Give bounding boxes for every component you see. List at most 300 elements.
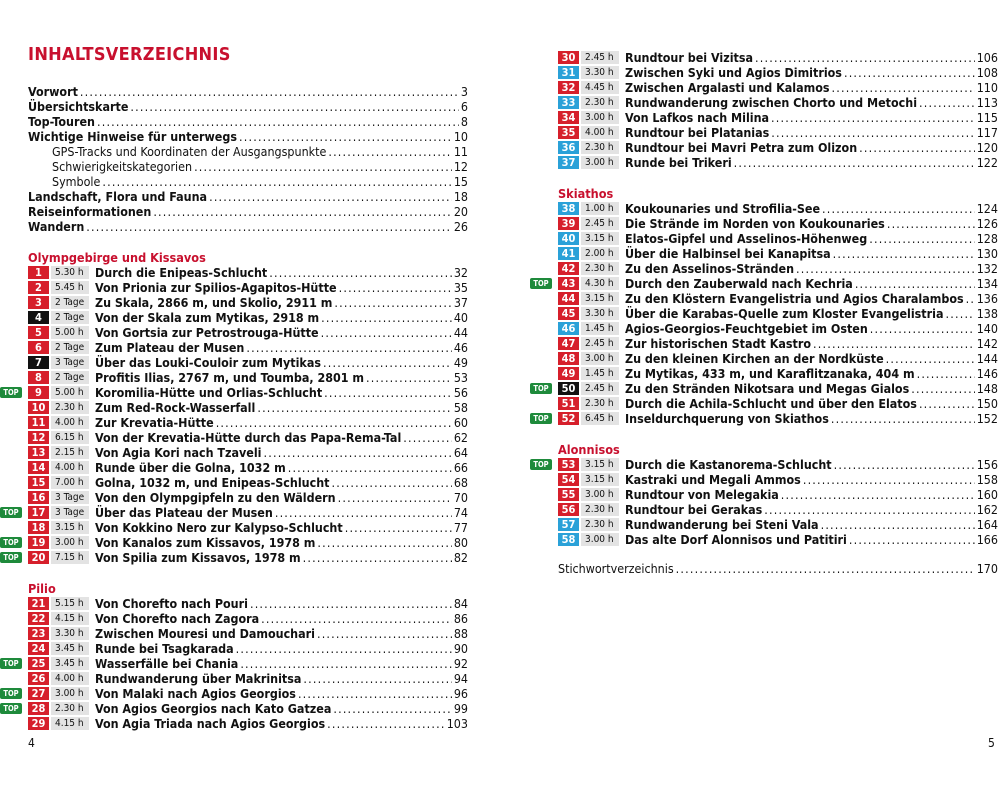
tour-title: Agios-Georgios-Feuchtgebiet im Osten bbox=[625, 321, 868, 336]
tour-number-badge: 28 bbox=[28, 702, 49, 715]
tour-row[interactable] bbox=[533, 381, 998, 396]
tour-page: 134 bbox=[976, 276, 998, 291]
section-heading: Pilio bbox=[28, 581, 56, 596]
tour-row[interactable] bbox=[558, 125, 998, 140]
tour-title: Über die Halbinsel bei Kanapitsa bbox=[625, 246, 831, 261]
toc-entry-label: Landschaft, Flora und Fauna bbox=[28, 189, 208, 204]
tour-duration: 3 Tage bbox=[51, 491, 89, 504]
tour-page: 56 bbox=[453, 385, 468, 400]
tour-row[interactable] bbox=[28, 430, 468, 445]
toc-entry[interactable] bbox=[28, 189, 468, 204]
toc-entry-label: Übersichtskarte bbox=[28, 99, 129, 114]
tour-title: Zu den kleinen Kirchen an der Nordküste bbox=[625, 351, 884, 366]
toc-entry[interactable] bbox=[28, 174, 468, 189]
tour-number-badge: 40 bbox=[558, 232, 579, 245]
tour-number-badge: 49 bbox=[558, 367, 579, 380]
toc-entry[interactable] bbox=[28, 204, 468, 219]
tour-page: 144 bbox=[976, 351, 998, 366]
tour-page: 136 bbox=[976, 291, 998, 306]
tour-page: 152 bbox=[976, 411, 998, 426]
toc-entry-page: 10 bbox=[453, 129, 468, 144]
tour-title: Zwischen Mouresi und Damouchari bbox=[95, 626, 315, 641]
tour-title: Von Agia Triada nach Agios Georgios bbox=[95, 716, 326, 731]
tour-duration: 3.15 h bbox=[581, 292, 619, 305]
tour-row[interactable] bbox=[558, 110, 998, 125]
toc-entry-label: Schwierigkeitskategorien bbox=[52, 159, 193, 174]
tour-number-badge: 25 bbox=[28, 657, 49, 670]
tour-page: 60 bbox=[453, 415, 468, 430]
tour-duration: 3 Tage bbox=[51, 506, 89, 519]
tour-number-badge: 37 bbox=[558, 156, 579, 169]
tour-title: Wasserfälle bei Chania bbox=[95, 656, 239, 671]
toc-entry-page: 15 bbox=[453, 174, 468, 189]
section-heading: Olympgebirge und Kissavos bbox=[28, 250, 206, 265]
tour-page: 88 bbox=[453, 626, 468, 641]
tour-row[interactable] bbox=[533, 411, 998, 426]
tour-number-badge: 33 bbox=[558, 96, 579, 109]
tour-row[interactable] bbox=[558, 65, 998, 80]
tour-page: 80 bbox=[453, 535, 468, 550]
tour-row[interactable] bbox=[558, 80, 998, 95]
top-badge: TOP bbox=[0, 537, 22, 548]
tour-row[interactable] bbox=[558, 246, 998, 261]
top-badge: TOP bbox=[530, 459, 552, 470]
tour-page: 49 bbox=[453, 355, 468, 370]
tour-row[interactable] bbox=[28, 596, 468, 611]
tour-title: Über das Louki-Couloir zum Mytikas bbox=[95, 355, 321, 370]
tour-number-badge: 22 bbox=[28, 612, 49, 625]
tour-row[interactable] bbox=[558, 351, 998, 366]
tour-row[interactable] bbox=[558, 396, 998, 411]
tour-number-badge: 48 bbox=[558, 352, 579, 365]
toc-entry[interactable] bbox=[28, 129, 468, 144]
tour-number-badge: 10 bbox=[28, 401, 49, 414]
tour-title: Von der Krevatia-Hütte durch das Papa-Rema-Tal bbox=[95, 430, 402, 445]
tour-number-badge: 56 bbox=[558, 503, 579, 516]
tour-number-badge: 14 bbox=[28, 461, 49, 474]
tour-duration: 1.45 h bbox=[581, 322, 619, 335]
tour-title: Von den Olympgipfeln zu den Wäldern bbox=[95, 490, 336, 505]
tour-title: Von Malaki nach Agios Georgios bbox=[95, 686, 296, 701]
tour-page: 44 bbox=[453, 325, 468, 340]
tour-duration: 3.45 h bbox=[51, 642, 89, 655]
tour-page: 108 bbox=[976, 65, 998, 80]
tour-row[interactable] bbox=[558, 291, 998, 306]
tour-row[interactable] bbox=[558, 321, 998, 336]
tour-duration: 2.30 h bbox=[581, 262, 619, 275]
tour-row[interactable] bbox=[558, 366, 998, 381]
tour-page: 94 bbox=[453, 671, 468, 686]
tour-row[interactable] bbox=[28, 716, 468, 731]
tour-page: 35 bbox=[453, 280, 468, 295]
page-number-left: 4 bbox=[28, 736, 35, 750]
tour-page: 62 bbox=[453, 430, 468, 445]
tour-duration: 3.30 h bbox=[51, 627, 89, 640]
tour-duration: 2.30 h bbox=[51, 401, 89, 414]
tour-number-badge: 11 bbox=[28, 416, 49, 429]
tour-page: 148 bbox=[976, 381, 998, 396]
tour-title: Runde über die Golna, 1032 m bbox=[95, 460, 286, 475]
tour-duration: 5.15 h bbox=[51, 597, 89, 610]
tour-row[interactable] bbox=[558, 517, 998, 532]
page-number-right: 5 bbox=[988, 736, 995, 750]
tour-title: Zu Skala, 2866 m, und Skolio, 2911 m bbox=[95, 295, 333, 310]
tour-duration: 4.30 h bbox=[581, 277, 619, 290]
tour-row[interactable] bbox=[3, 505, 468, 520]
tour-row[interactable] bbox=[558, 502, 998, 517]
index-entry[interactable] bbox=[558, 561, 998, 576]
tour-title: Rundtour bei Platanias bbox=[625, 125, 770, 140]
tour-page: 84 bbox=[453, 596, 468, 611]
tour-number-badge: 47 bbox=[558, 337, 579, 350]
tour-title: Koukounaries und Strofilia-See bbox=[625, 201, 821, 216]
tour-duration: 2.45 h bbox=[581, 382, 619, 395]
tour-number-badge: 18 bbox=[28, 521, 49, 534]
tour-duration: 2 Tage bbox=[51, 371, 89, 384]
tour-title: Rundtour von Melegakia bbox=[625, 487, 779, 502]
tour-number-badge: 15 bbox=[28, 476, 49, 489]
top-badge: TOP bbox=[530, 383, 552, 394]
tour-title: Profitis Ilias, 2767 m, und Toumba, 2801 m bbox=[95, 370, 364, 385]
section-heading: Alonnisos bbox=[558, 442, 620, 457]
tour-page: 70 bbox=[453, 490, 468, 505]
tour-title: Zu den Klöstern Evangelistria und Agios Charalambos bbox=[625, 291, 964, 306]
tour-title: Von Agia Kori nach Tzaveli bbox=[95, 445, 262, 460]
tour-duration: 7.00 h bbox=[51, 476, 89, 489]
tour-row[interactable] bbox=[558, 472, 998, 487]
tour-row[interactable] bbox=[28, 415, 468, 430]
tour-row[interactable] bbox=[558, 231, 998, 246]
toc-entry-label: Vorwort bbox=[28, 84, 78, 99]
tour-title: Durch den Zauberwald nach Kechria bbox=[625, 276, 853, 291]
tour-page: 86 bbox=[453, 611, 468, 626]
tour-page: 32 bbox=[453, 265, 468, 280]
tour-duration: 3.30 h bbox=[581, 66, 619, 79]
toc-entry-page: 11 bbox=[453, 144, 468, 159]
tour-title: Von Spilia zum Kissavos, 1978 m bbox=[95, 550, 301, 565]
tour-page: 74 bbox=[453, 505, 468, 520]
toc-entry[interactable] bbox=[28, 114, 468, 129]
tour-row[interactable] bbox=[28, 400, 468, 415]
tour-duration: 4.00 h bbox=[51, 672, 89, 685]
tour-title: Rundwanderung bei Steni Vala bbox=[625, 517, 819, 532]
tour-number-badge: 41 bbox=[558, 247, 579, 260]
tour-duration: 5.30 h bbox=[51, 266, 89, 279]
tour-number-badge: 43 bbox=[558, 277, 579, 290]
tour-row[interactable] bbox=[28, 626, 468, 641]
toc-entry[interactable] bbox=[28, 144, 468, 159]
tour-duration: 4.45 h bbox=[581, 81, 619, 94]
tour-row[interactable] bbox=[3, 656, 468, 671]
toc-entry-label: Top-Touren bbox=[28, 114, 95, 129]
tour-row[interactable] bbox=[558, 95, 998, 110]
tour-number-badge: 26 bbox=[28, 672, 49, 685]
tour-row[interactable] bbox=[28, 340, 468, 355]
tour-duration: 2.45 h bbox=[581, 337, 619, 350]
tour-list-pilio-continued bbox=[558, 50, 998, 170]
tour-title: Koromilia-Hütte und Orlias-Schlucht bbox=[95, 385, 323, 400]
tour-duration: 2.30 h bbox=[51, 702, 89, 715]
toc-entry[interactable] bbox=[28, 84, 468, 99]
tour-number-badge: 8 bbox=[28, 371, 49, 384]
tour-number-badge: 12 bbox=[28, 431, 49, 444]
top-badge: TOP bbox=[0, 658, 22, 669]
tour-duration: 2.30 h bbox=[581, 503, 619, 516]
tour-row[interactable] bbox=[558, 306, 998, 321]
tour-number-badge: 21 bbox=[28, 597, 49, 610]
tour-number-badge: 36 bbox=[558, 141, 579, 154]
tour-number-badge: 42 bbox=[558, 262, 579, 275]
tour-duration: 3.15 h bbox=[581, 458, 619, 471]
tour-title: Zum Plateau der Musen bbox=[95, 340, 245, 355]
toc-entry[interactable] bbox=[28, 219, 468, 234]
tour-duration: 3.15 h bbox=[581, 232, 619, 245]
tour-title: Rundtour bei Vizitsa bbox=[625, 50, 754, 65]
top-badge: TOP bbox=[0, 387, 22, 398]
tour-row[interactable] bbox=[28, 310, 468, 325]
tour-row[interactable] bbox=[28, 370, 468, 385]
tour-row[interactable] bbox=[28, 460, 468, 475]
tour-row[interactable] bbox=[28, 490, 468, 505]
tour-page: 82 bbox=[453, 550, 468, 565]
tour-page: 46 bbox=[453, 340, 468, 355]
tour-page: 126 bbox=[976, 216, 998, 231]
tour-number-badge: 45 bbox=[558, 307, 579, 320]
tour-page: 92 bbox=[453, 656, 468, 671]
tour-duration: 4.00 h bbox=[581, 126, 619, 139]
tour-title: Zu Mytikas, 433 m, und Karaflitzanaka, 404 m bbox=[625, 366, 915, 381]
tour-number-badge: 1 bbox=[28, 266, 49, 279]
top-badge: TOP bbox=[530, 413, 552, 424]
tour-page: 132 bbox=[976, 261, 998, 276]
tour-title: Runde bei Tsagkarada bbox=[95, 641, 234, 656]
tour-title: Von Chorefto nach Zagora bbox=[95, 611, 260, 626]
tour-page: 138 bbox=[976, 306, 998, 321]
toc-entry-page: 8 bbox=[460, 114, 468, 129]
tour-number-badge: 6 bbox=[28, 341, 49, 354]
tour-row[interactable] bbox=[28, 611, 468, 626]
tour-title: Golna, 1032 m, und Enipeas-Schlucht bbox=[95, 475, 330, 490]
tour-title: Kastraki und Megali Ammos bbox=[625, 472, 801, 487]
tour-row[interactable] bbox=[3, 550, 468, 565]
left-page bbox=[3, 44, 468, 731]
tour-duration: 3.00 h bbox=[51, 536, 89, 549]
tour-duration: 2.30 h bbox=[581, 141, 619, 154]
tour-number-badge: 17 bbox=[28, 506, 49, 519]
tour-row[interactable] bbox=[28, 295, 468, 310]
tour-number-badge: 57 bbox=[558, 518, 579, 531]
tour-title: Durch die Enipeas-Schlucht bbox=[95, 265, 268, 280]
tour-row[interactable] bbox=[28, 475, 468, 490]
tour-duration: 6.45 h bbox=[581, 412, 619, 425]
tour-number-badge: 13 bbox=[28, 446, 49, 459]
tour-page: 110 bbox=[976, 80, 998, 95]
tour-number-badge: 51 bbox=[558, 397, 579, 410]
tour-duration: 3.00 h bbox=[581, 156, 619, 169]
tour-page: 37 bbox=[453, 295, 468, 310]
toc-entry-label: Wichtige Hinweise für unterwegs bbox=[28, 129, 237, 144]
tour-duration: 6.15 h bbox=[51, 431, 89, 444]
tour-page: 40 bbox=[453, 310, 468, 325]
page-title: INHALTSVERZEICHNIS bbox=[28, 44, 231, 65]
toc-entry-page: 26 bbox=[453, 219, 468, 234]
tour-row[interactable] bbox=[28, 445, 468, 460]
tour-page: 164 bbox=[976, 517, 998, 532]
tour-row[interactable] bbox=[558, 216, 998, 231]
tour-number-badge: 44 bbox=[558, 292, 579, 305]
tour-title: Zu den Asselinos-Stränden bbox=[625, 261, 795, 276]
tour-number-badge: 38 bbox=[558, 202, 579, 215]
tour-row[interactable] bbox=[28, 325, 468, 340]
tour-title: Von Chorefto nach Pouri bbox=[95, 596, 248, 611]
tour-number-badge: 39 bbox=[558, 217, 579, 230]
tour-page: 106 bbox=[976, 50, 998, 65]
tour-title: Von Agios Georgios nach Kato Gatzea bbox=[95, 701, 332, 716]
tour-row[interactable] bbox=[28, 671, 468, 686]
tour-number-badge: 7 bbox=[28, 356, 49, 369]
tour-row[interactable] bbox=[558, 487, 998, 502]
tour-row[interactable] bbox=[558, 50, 998, 65]
tour-number-badge: 35 bbox=[558, 126, 579, 139]
toc-entry[interactable] bbox=[28, 99, 468, 114]
tour-title: Von der Skala zum Mytikas, 2918 m bbox=[95, 310, 320, 325]
tour-page: 140 bbox=[976, 321, 998, 336]
tour-duration: 1.45 h bbox=[581, 367, 619, 380]
tour-duration: 4.00 h bbox=[51, 416, 89, 429]
tour-page: 124 bbox=[976, 201, 998, 216]
tour-duration: 2 Tage bbox=[51, 341, 89, 354]
tour-duration: 3.00 h bbox=[581, 111, 619, 124]
tour-row[interactable] bbox=[558, 336, 998, 351]
tour-number-badge: 16 bbox=[28, 491, 49, 504]
tour-number-badge: 53 bbox=[558, 458, 579, 471]
tour-number-badge: 54 bbox=[558, 473, 579, 486]
tour-row[interactable] bbox=[28, 641, 468, 656]
tour-number-badge: 30 bbox=[558, 51, 579, 64]
toc-entry-page: 6 bbox=[460, 99, 468, 114]
tour-row[interactable] bbox=[558, 140, 998, 155]
tour-duration: 2 Tage bbox=[51, 311, 89, 324]
tour-duration: 3.30 h bbox=[581, 307, 619, 320]
tour-number-badge: 3 bbox=[28, 296, 49, 309]
tour-row[interactable] bbox=[3, 535, 468, 550]
tour-row[interactable] bbox=[28, 280, 468, 295]
tour-duration: 3.15 h bbox=[581, 473, 619, 486]
tour-page: 90 bbox=[453, 641, 468, 656]
tour-page: 96 bbox=[453, 686, 468, 701]
tour-duration: 4.15 h bbox=[51, 717, 89, 730]
tour-duration: 3.00 h bbox=[51, 687, 89, 700]
tour-duration: 2.45 h bbox=[581, 51, 619, 64]
intro-list bbox=[28, 84, 468, 234]
tour-title: Elatos-Gipfel und Asselinos-Höhenweg bbox=[625, 231, 868, 246]
tour-row[interactable] bbox=[3, 385, 468, 400]
tour-page: 68 bbox=[453, 475, 468, 490]
tour-page: 113 bbox=[976, 95, 998, 110]
tour-title: Rundtour bei Mavri Petra zum Olizon bbox=[625, 140, 858, 155]
tour-duration: 3.00 h bbox=[581, 352, 619, 365]
tour-number-badge: 19 bbox=[28, 536, 49, 549]
tour-title: Zwischen Argalasti und Kalamos bbox=[625, 80, 830, 95]
tour-number-badge: 2 bbox=[28, 281, 49, 294]
toc-entry[interactable] bbox=[28, 159, 468, 174]
tour-title: Zwischen Syki und Agios Dimitrios bbox=[625, 65, 842, 80]
tour-number-badge: 29 bbox=[28, 717, 49, 730]
tour-page: 128 bbox=[976, 231, 998, 246]
tour-row[interactable] bbox=[558, 155, 998, 170]
tour-row[interactable] bbox=[533, 457, 998, 472]
tour-title: Über das Plateau der Musen bbox=[95, 505, 273, 520]
tour-page: 77 bbox=[453, 520, 468, 535]
tour-title: Rundtour bei Gerakas bbox=[625, 502, 763, 517]
tour-row[interactable] bbox=[28, 265, 468, 280]
tour-duration: 5.45 h bbox=[51, 281, 89, 294]
tour-row[interactable] bbox=[3, 701, 468, 716]
top-badge: TOP bbox=[0, 552, 22, 563]
toc-entry-page: 12 bbox=[453, 159, 468, 174]
tour-title: Runde bei Trikeri bbox=[625, 155, 732, 170]
tour-row[interactable] bbox=[28, 355, 468, 370]
tour-row[interactable] bbox=[533, 276, 998, 291]
tour-number-badge: 27 bbox=[28, 687, 49, 700]
tour-page: 160 bbox=[976, 487, 998, 502]
tour-page: 146 bbox=[976, 366, 998, 381]
top-badge: TOP bbox=[530, 278, 552, 289]
tour-title: Zu den Stränden Nikotsara und Megas Gialos bbox=[625, 381, 910, 396]
tour-number-badge: 20 bbox=[28, 551, 49, 564]
tour-title: Von Kanalos zum Kissavos, 1978 m bbox=[95, 535, 316, 550]
tour-duration: 2.30 h bbox=[581, 96, 619, 109]
toc-entry-label: GPS-Tracks und Koordinaten der Ausgangspunkte bbox=[52, 144, 327, 159]
index-entry-label: Stichwortverzeichnis bbox=[558, 561, 674, 576]
left-sections bbox=[3, 250, 468, 731]
tour-page: 117 bbox=[976, 125, 998, 140]
tour-page: 103 bbox=[446, 716, 468, 731]
tour-row[interactable] bbox=[3, 686, 468, 701]
index-entry-page: 170 bbox=[976, 561, 998, 576]
tour-row[interactable] bbox=[558, 201, 998, 216]
tour-duration: 5.00 h bbox=[51, 386, 89, 399]
tour-page: 150 bbox=[976, 396, 998, 411]
tour-number-badge: 52 bbox=[558, 412, 579, 425]
tour-row[interactable] bbox=[558, 532, 998, 547]
tour-page: 142 bbox=[976, 336, 998, 351]
tour-title: Das alte Dorf Alonnisos und Patitiri bbox=[625, 532, 847, 547]
tour-number-badge: 50 bbox=[558, 382, 579, 395]
tour-duration: 3.00 h bbox=[581, 533, 619, 546]
tour-page: 115 bbox=[976, 110, 998, 125]
toc-entry-label: Reiseinformationen bbox=[28, 204, 152, 219]
tour-duration: 2.30 h bbox=[581, 397, 619, 410]
tour-number-badge: 4 bbox=[28, 311, 49, 324]
tour-page: 122 bbox=[976, 155, 998, 170]
tour-page: 53 bbox=[453, 370, 468, 385]
section-heading: Skiathos bbox=[558, 186, 614, 201]
tour-row[interactable] bbox=[28, 520, 468, 535]
tour-duration: 2.15 h bbox=[51, 446, 89, 459]
tour-title: Von Prionia zur Spilios-Agapitos-Hütte bbox=[95, 280, 337, 295]
tour-number-badge: 32 bbox=[558, 81, 579, 94]
tour-number-badge: 5 bbox=[28, 326, 49, 339]
tour-duration: 2.45 h bbox=[581, 217, 619, 230]
tour-duration: 2.30 h bbox=[581, 518, 619, 531]
toc-entry-page: 20 bbox=[453, 204, 468, 219]
tour-number-badge: 55 bbox=[558, 488, 579, 501]
tour-duration: 3.00 h bbox=[581, 488, 619, 501]
tour-row[interactable] bbox=[558, 261, 998, 276]
tour-title: Die Strände im Norden von Koukounaries bbox=[625, 216, 885, 231]
tour-page: 166 bbox=[976, 532, 998, 547]
